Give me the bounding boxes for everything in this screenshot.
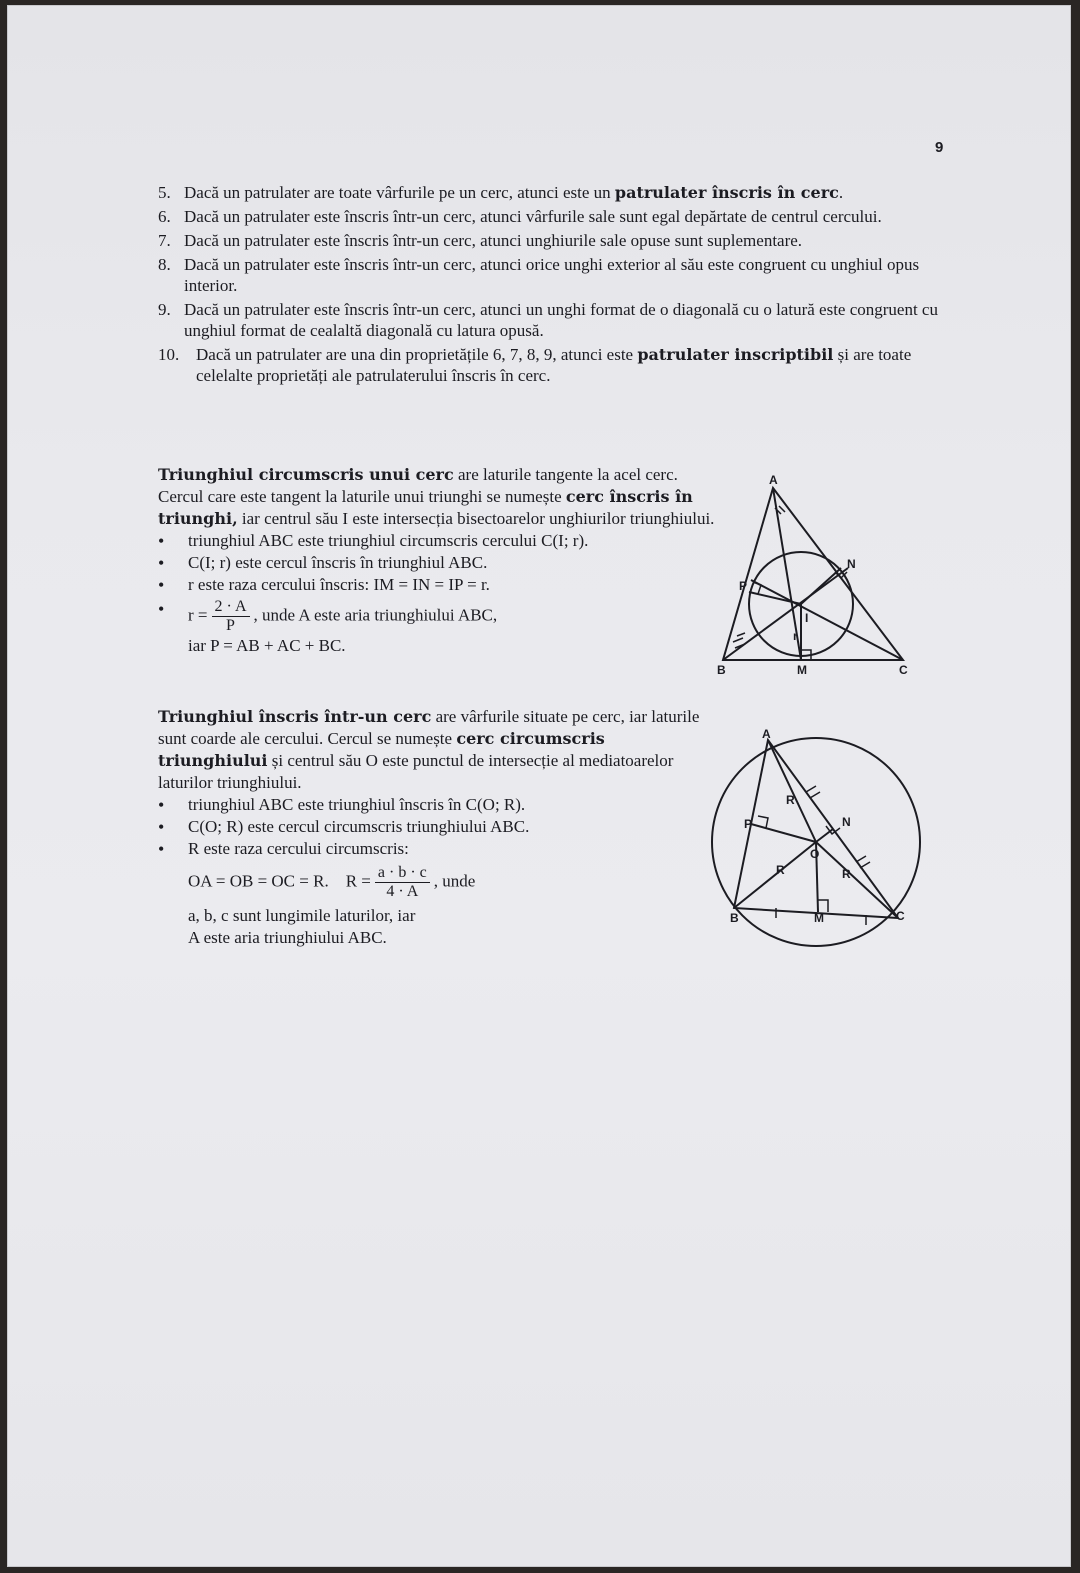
triangle-abc	[734, 740, 898, 918]
perp-bisector-p	[751, 824, 816, 842]
formula-tail: , unde	[433, 871, 476, 891]
item-text: Dacă un patrulater are toate vârfurile pe un cerc, atunci este un	[184, 183, 615, 202]
label-i: I	[805, 611, 809, 625]
label-c: C	[896, 909, 905, 923]
item-text: Dacă un patrulater este înscris într-un cerc, atunci orice unghi exterior al său este congruent cu unghiul opus interior.	[184, 255, 920, 295]
incircle-section	[158, 464, 718, 657]
label-o: O	[810, 847, 820, 861]
radius-ip	[749, 592, 801, 604]
circumcircle-term-2: cerc circumscris triunghiului	[158, 729, 605, 770]
incircle-bullet: • C(I; r) este cercul înscris în triunghiul ABC.	[158, 552, 718, 574]
circumcircle-note: a, b, c sunt lungimile laturilor, iar	[188, 906, 416, 925]
formula-lhs: R =	[345, 871, 371, 891]
property-list	[158, 182, 948, 389]
item-number: 7.	[158, 231, 171, 250]
list-item	[158, 299, 948, 341]
circumcircle-bullet: • C(O; R) este cercul circumscris triunghiului ABC.	[158, 816, 718, 838]
list-item	[158, 182, 948, 203]
page-number: 9	[935, 139, 944, 156]
incircle-bullet: • triunghiul ABC este triunghiul circumscris cercului C(I; r).	[158, 530, 718, 552]
label-p: P	[739, 579, 748, 593]
circumcircle-intro-text: are vârfurile situate pe cerc, iar laturile sunt coarde ale cercului. Cercul se numește	[158, 707, 700, 748]
item-number: 6.	[158, 207, 171, 226]
circumcircle-section	[158, 706, 718, 949]
item-bold-term: patrulater inscriptibil	[637, 345, 834, 364]
list-item	[158, 230, 948, 251]
formula-lhs: r =	[188, 605, 208, 625]
circumcircle-term: Triunghiul înscris într-un cerc	[158, 707, 432, 726]
item-text: Dacă un patrulater este înscris într-un cerc, atunci un unghi format de o diagonală cu o latură este congruent cu unghiul format de cealaltă diagonală cu latura opusă.	[184, 300, 938, 340]
item-number: 5.	[158, 183, 171, 202]
label-a: A	[769, 473, 778, 487]
label-r-ob: R	[776, 863, 785, 877]
circumcircle-bullet: • triunghiul ABC este triunghiul înscris în C(O; R).	[158, 794, 718, 816]
item-number: 10.	[158, 345, 180, 364]
document-page	[8, 6, 1070, 1566]
circumcircle-intro	[158, 706, 718, 794]
perimeter-text: iar P = AB + AC + BC.	[188, 636, 346, 655]
incircle-bullet: • r este raza cercului înscris: IM = IN = IP = r.	[158, 574, 718, 596]
label-b: B	[717, 663, 726, 677]
incircle-term-2: cerc înscris în triunghi,	[158, 487, 693, 528]
label-r-oc: R	[842, 867, 851, 881]
label-n: N	[847, 557, 856, 571]
list-item	[158, 254, 948, 296]
label-n: N	[842, 815, 851, 829]
item-bold-term: patrulater înscris în cerc	[614, 183, 839, 202]
fraction-denominator: 4 · A	[386, 883, 419, 900]
formula-fraction	[212, 598, 250, 635]
label-m: M	[797, 663, 807, 677]
label-p: P	[744, 817, 753, 831]
fraction-numerator: a · b · c	[375, 864, 430, 883]
radius-equality: OA = OB = OC = R.	[188, 871, 329, 891]
fraction-numerator: 2 · A	[212, 598, 250, 617]
circumcircle-note: A este aria triunghiului ABC.	[188, 928, 387, 947]
radius-in	[801, 568, 841, 604]
incircle-formula	[158, 598, 718, 635]
item-text: Dacă un patrulater este înscris într-un cerc, atunci vârfurile sale sunt egal depărtate de centrul cercului.	[184, 207, 882, 226]
incircle-intro	[158, 464, 718, 530]
fraction-denominator: P	[226, 617, 235, 634]
triangle-abc	[723, 488, 903, 660]
item-text-end: și are toate celelalte proprietăți ale patrulaterului înscris în cerc.	[196, 345, 912, 385]
list-item	[158, 206, 948, 227]
label-c: C	[899, 663, 908, 677]
incircle-figure	[713, 472, 923, 682]
label-b: B	[730, 911, 739, 925]
incircle-term: Triunghiul circumscris unui cerc	[158, 465, 454, 484]
item-text: Dacă un patrulater are una din proprietățile 6, 7, 8, 9, atunci este	[196, 345, 638, 364]
circumcircle-bullet: • R este raza cercului circumscris:	[158, 838, 718, 860]
circumcircle-intro-text-2: și centrul său O este punctul de intersecție al mediatoarelor laturilor triunghiului.	[158, 751, 674, 792]
incircle-intro-text: are laturile tangente la acel cerc. Cercul care este tangent la laturile unui triunghi se numește	[158, 465, 678, 506]
formula-fraction	[375, 864, 430, 901]
label-r-oa: R	[786, 793, 795, 807]
circumcircle-figure	[706, 722, 930, 952]
list-item	[158, 344, 948, 386]
item-number: 8.	[158, 255, 171, 274]
label-r: r	[793, 629, 798, 643]
item-number: 9.	[158, 300, 171, 319]
item-text-end: .	[838, 183, 844, 202]
label-m: M	[814, 911, 824, 925]
incircle-intro-text-2: iar centrul său I este intersecția bisectoarelor unghiurilor triunghiului.	[237, 509, 715, 528]
item-text: Dacă un patrulater este înscris într-un cerc, atunci unghiurile sale opuse sunt suplementare.	[184, 231, 803, 250]
formula-tail: , unde A este aria triunghiului ABC,	[253, 605, 498, 625]
circumcircle-formula	[158, 864, 718, 901]
label-a: A	[762, 727, 771, 741]
